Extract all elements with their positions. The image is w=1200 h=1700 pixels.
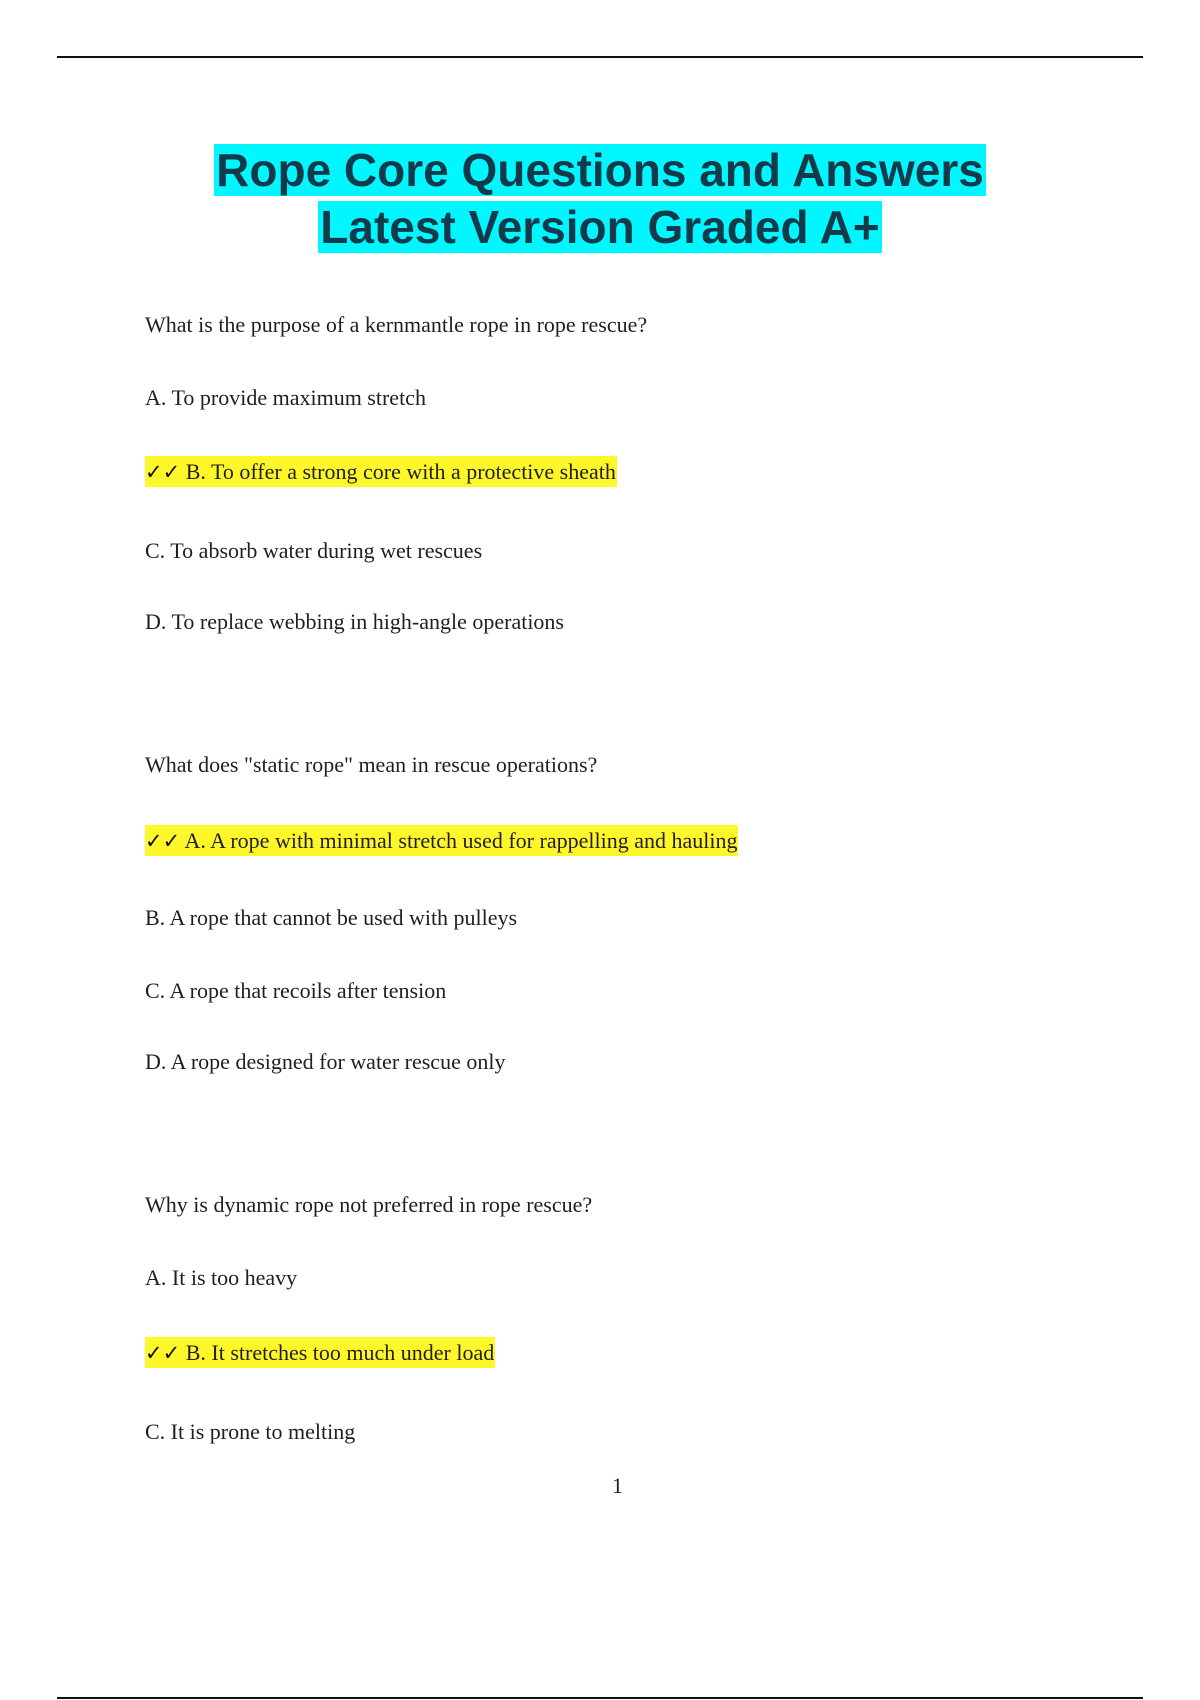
- question-prompt: What is the purpose of a kernmantle rope in rope rescue?: [145, 312, 648, 337]
- answer-option: C. It is prone to melting: [145, 1419, 356, 1444]
- answer-option: C. To absorb water during wet rescues: [145, 538, 483, 563]
- footer-rule: [57, 1697, 1143, 1699]
- correct-answer-option: [145, 457, 617, 487]
- answer-option: B. A rope that cannot be used with pulleys: [145, 905, 518, 930]
- question-prompt: What does "static rope" mean in rescue operations?: [145, 752, 598, 777]
- correct-answer-option: [145, 826, 738, 856]
- answer-option-text: B. It stretches too much under load: [185, 1340, 495, 1365]
- answer-option: D. A rope designed for water rescue only: [145, 1049, 506, 1074]
- answer-option-text: B. To offer a strong core with a protective sheath: [185, 459, 616, 484]
- double-check-icon: ✓✓: [145, 1341, 181, 1365]
- double-check-icon: ✓✓: [145, 829, 181, 853]
- title-line-1: Rope Core Questions and Answers: [216, 144, 984, 196]
- answer-option: C. A rope that recoils after tension: [145, 978, 447, 1003]
- page-number: 1: [612, 1473, 623, 1498]
- question-prompt: Why is dynamic rope not preferred in rope rescue?: [145, 1192, 593, 1217]
- answer-option: A. It is too heavy: [145, 1265, 298, 1290]
- document-title: [0, 142, 1200, 256]
- title-line-2: Latest Version Graded A+: [320, 201, 880, 253]
- answer-option-text: A. A rope with minimal stretch used for rappelling and hauling: [184, 828, 738, 853]
- header-rule: [57, 56, 1143, 58]
- answer-option: A. To provide maximum stretch: [145, 385, 426, 410]
- answer-option: D. To replace webbing in high-angle operations: [145, 609, 564, 634]
- double-check-icon: ✓✓: [145, 460, 181, 484]
- correct-answer-option: [145, 1338, 495, 1368]
